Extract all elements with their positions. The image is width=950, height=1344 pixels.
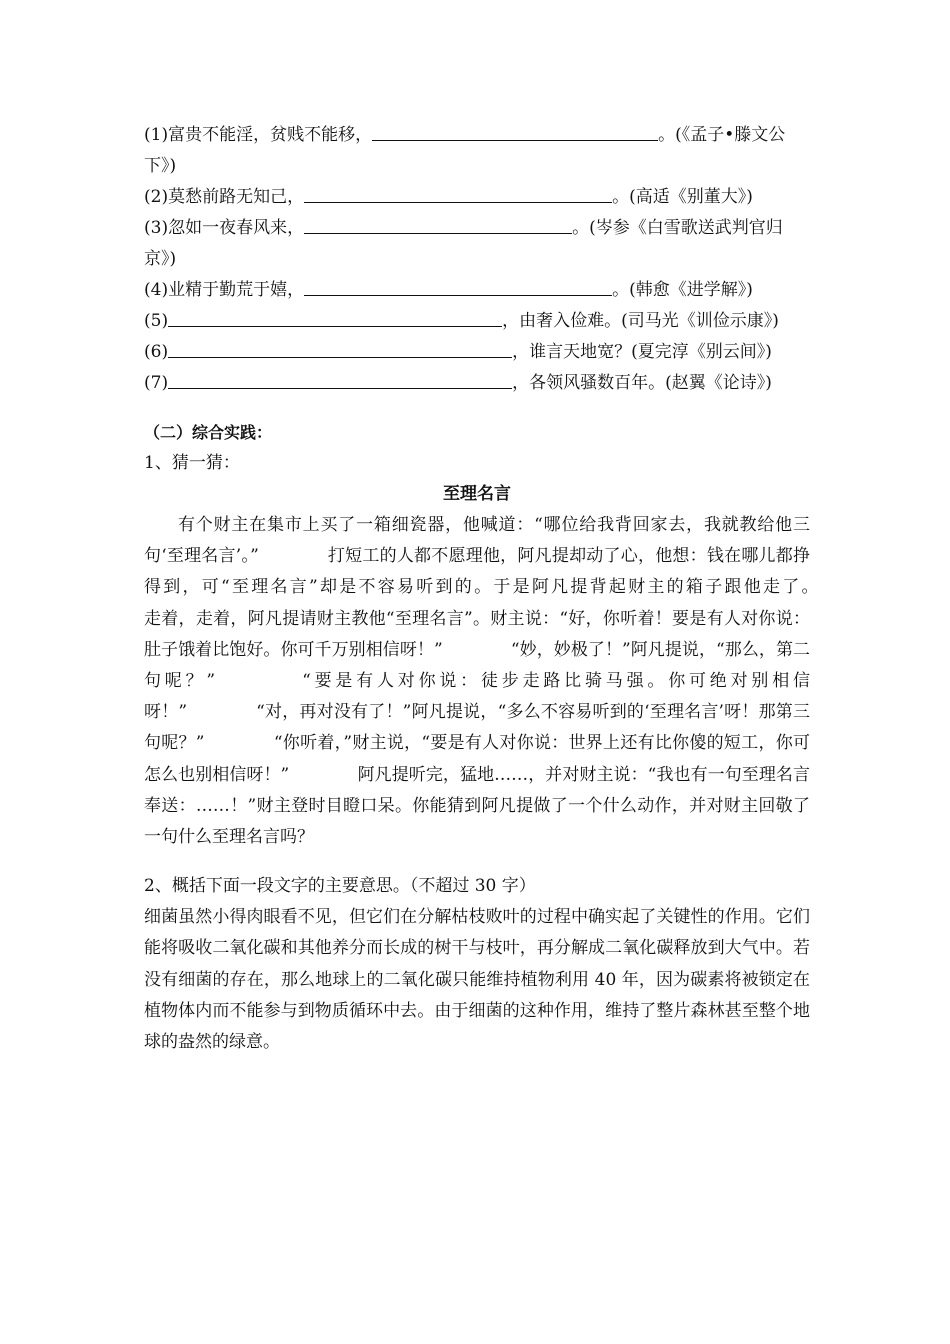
q1-before: 富贵不能淫，贫贱不能移， [168,125,373,145]
q7-after: ，各领风骚数百年。(赵翼《论诗》) [512,373,772,393]
poem-q6 [144,337,810,368]
q4-answer-blank[interactable] [304,277,612,296]
poem-q1-cont [144,151,810,182]
q1-continuation: 下》) [144,156,177,176]
q5-answer-blank[interactable] [168,308,502,327]
q2-before: 莫愁前路无知己， [168,187,305,207]
poem-q4 [144,275,810,306]
q1-after: 。(《孟子•滕文公 [658,125,786,145]
poem-q2 [144,182,810,213]
poem-q3 [144,213,810,244]
q3-answer-blank[interactable] [304,215,572,234]
content-area [144,120,878,1058]
poem-q3-cont [144,244,810,275]
q2-after: 。(高适《别董大》) [612,187,753,207]
poem-q1 [144,120,810,151]
q3-continuation: 京》) [144,249,177,269]
q6-after: ，谁言天地宽？(夏完淳《别云间》) [512,342,772,362]
poem-q5 [144,306,810,337]
spacer-2 [144,853,810,871]
spacer [144,399,810,417]
q4-number: (4) [144,280,169,300]
q1-number: (1) [144,125,169,145]
q3-before: 忽如一夜春风来， [168,218,305,238]
q7-number: (7) [144,373,169,393]
task2-text: 细菌虽然小得肉眼看不见，但它们在分解枯枝败叶的过程中确实起了关键性的作用。它们能将吸收二氧化碳和其他养分而长成的树干与枝叶，再分解成二氧化碳释放到大气中。若没有细菌的存在，那么地球上的二氧化碳只能维持植物利用 40 年，因为碳素将被锁定在植物体内而不能参与到物质循环中去。由于细菌的这种作用，维持了整片森林甚至整个地球的盎然的绿意。 [144,907,810,1053]
q6-number: (6) [144,342,169,362]
q2-answer-blank[interactable] [304,184,612,203]
q5-number: (5) [144,311,169,331]
q4-after: 。(韩愈《进学解》) [612,280,753,300]
story-text: 有个财主在集市上买了一箱细瓷器，他喊道：“哪位给我背回家去，我就教给他三句‘至理名言’。” 打短工的人都不愿理他，阿凡提却动了心，他想：钱在哪儿都挣得到，可“至理名言”却是不容易听到的。于是阿凡提背起财主的箱子跟他走了。 走着，走着，阿凡提请财主教他“至理名言”。财主说：“好，你听着！要是有人对你说：肚子饿着比饱好。你可千万别相信呀！” “妙，妙极了！”阿凡提说，“那么，第二句呢？” “要是有人对你说：徒步走路比骑马强。你可绝对别相信呀！” “对，再对没有了！”阿凡提说，“多么不容易听到的‘至理名言’呀！那第三句呢？” “你听着，”财主说，“要是有人对你说：世界上还有比你傻的短工，你可怎么也别相信呀！” 阿凡提听完，猛地……，并对财主说：“我也有一句至理名言奉送：……！”财主登时目瞪口呆。你能猜到阿凡提做了一个什么动作，并对财主回敬了一句什么至理名言吗？ [144,515,878,848]
q7-answer-blank[interactable] [168,370,512,389]
q3-after: 。(岑参《白雪歌送武判官归 [572,218,783,238]
task2-label: 2、概括下面一段文字的主要意思。（不超过 30 字） [144,876,536,897]
q5-after: ，由奢入俭难。(司马光《训俭示康》) [502,311,779,331]
task1-label: 1、猜一猜： [144,453,240,473]
q2-number: (2) [144,187,169,207]
poem-q7 [144,368,810,399]
q1-answer-blank[interactable] [372,122,658,141]
q6-answer-blank[interactable] [168,339,512,358]
section-heading: （二）综合实践： [144,423,273,442]
q4-before: 业精于勤荒于嬉， [168,280,305,300]
q3-number: (3) [144,218,169,238]
story-title: 至理名言 [443,484,511,504]
